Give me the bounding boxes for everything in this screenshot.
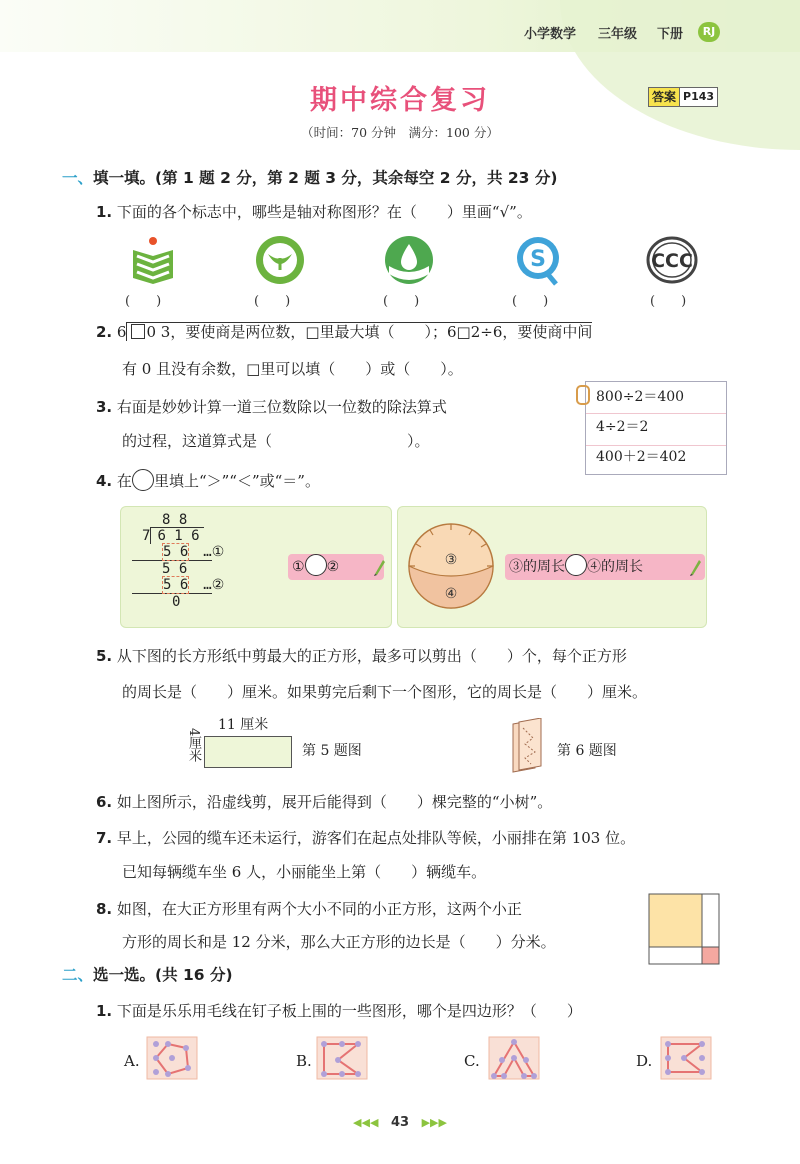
calc-line-2: 4÷2＝2 <box>596 419 649 435</box>
long-division <box>132 512 224 610</box>
q1-5-line1 <box>96 646 627 666</box>
q1-5-line2: 的周长是（ ）厘米。如果剪完后剩下一个图形，它的周长是（ ）厘米。 <box>122 683 648 701</box>
division-remainder: 0 <box>132 593 212 610</box>
option-d-pegboard[interactable] <box>660 1036 712 1080</box>
subtitle: （时间：70 分钟 满分：100 分） <box>301 125 499 140</box>
q1-blank-2[interactable]: ( ) <box>254 294 291 309</box>
option-a-pegboard[interactable] <box>146 1036 198 1080</box>
answer-tag <box>648 87 718 107</box>
water-drop-logo-icon <box>383 234 435 286</box>
section2-title: 选一选。(共 16 分) <box>93 966 233 984</box>
division-dividend: 6 1 6 <box>150 527 203 544</box>
q2-1-text: 下面是乐乐用毛线在钉子板上围的一些图形，哪个是四边形？（ ） <box>116 1002 582 1020</box>
q1-2-box[interactable] <box>131 324 145 339</box>
q1-6-number: 6. <box>96 793 113 811</box>
division-mark-2: …② <box>203 577 225 593</box>
compare-pill-2 <box>505 554 705 580</box>
pencil-icon <box>688 556 702 576</box>
pill2-right: ④的周长 <box>587 559 643 575</box>
option-b-label[interactable]: B. <box>296 1052 312 1070</box>
q1-8-line2: 方形的周长和是 12 分米，那么大正方形的边长是（ ）分米。 <box>122 933 556 951</box>
q1-6-text: 如上图所示，沿虚线剪，展开后能得到（ ）棵完整的“小树”。 <box>116 793 553 811</box>
left-arrows-icon: ◀◀◀ <box>353 1116 379 1129</box>
svg-text:CCC: CCC <box>651 250 693 272</box>
section1-heading <box>62 166 557 188</box>
division-step-2: 5 6 <box>132 560 212 577</box>
rectangle-paper <box>204 736 292 768</box>
q1-2-line2: 有 0 且没有余数，□里可以填（ ）或（ ）。 <box>122 360 463 378</box>
q1-1-text: 下面的各个标志中，哪些是轴对称图形？在（ ）里画“√”。 <box>116 203 532 221</box>
header-term: 下册 <box>657 27 684 42</box>
quality-s-logo-icon <box>512 234 564 286</box>
q1-1-number: 1. <box>96 203 113 221</box>
pill2-circle-blank[interactable] <box>565 554 587 576</box>
q1-7-line1-text: 早上，公园的缆车还未运行，游客们在起点处排队等候，小丽排在第 103 位。 <box>116 829 636 847</box>
green-food-logo-icon <box>254 234 306 286</box>
q1-2-number: 2. <box>96 323 113 341</box>
svg-text:S: S <box>530 247 546 272</box>
q1-blank-3[interactable]: ( ) <box>383 294 420 309</box>
option-a-label[interactable]: A. <box>124 1052 140 1070</box>
answer-label: 答案 <box>652 90 677 104</box>
calc-line-3: 400＋2＝402 <box>596 449 687 465</box>
answer-page: P143 <box>679 88 717 106</box>
q1-2-divisor: 6 <box>116 323 127 341</box>
edition-badge: RJ <box>698 22 720 42</box>
q1-2-line1-text: 0 3，要使商是两位数，□里最大填（ ）；6□2÷6，要使商中间 <box>146 323 593 341</box>
q1-4-text-b: 里填上“＞”“＜”或“＝”。 <box>153 472 320 490</box>
pencil-icon <box>372 556 386 576</box>
option-d-label[interactable]: D. <box>636 1052 653 1070</box>
q1-2-line1 <box>96 322 592 342</box>
q1-3-number: 3. <box>96 398 113 416</box>
header-grade: 三年级 <box>598 27 638 42</box>
calc-line-1: 800÷2＝400 <box>596 389 685 405</box>
q1-5-line1-text: 从下图的长方形纸中剪最大的正方形，最多可以剪出（ ）个，每个正方形 <box>116 647 627 665</box>
q1-1 <box>96 202 532 222</box>
folded-paper-figure <box>505 718 551 774</box>
option-b-pegboard[interactable] <box>316 1036 368 1080</box>
rect-width-label: 11 厘米 <box>218 717 269 733</box>
q1-3-line1-text: 右面是妙妙计算一道三位数除以一位数的除法算式 <box>116 398 447 416</box>
header-subject: 小学数学 <box>524 27 577 42</box>
q1-blank-5[interactable]: ( ) <box>650 294 687 309</box>
q1-5-number: 5. <box>96 647 113 665</box>
circle-label-3: ③ <box>444 552 458 568</box>
division-quotient: 8 8 <box>162 512 188 528</box>
q1-blank-1[interactable]: ( ) <box>125 294 162 309</box>
page-number: 43 <box>390 1115 410 1130</box>
pill1-left: ① <box>292 559 305 575</box>
q1-3-line2: 的过程，这道算式是（ ）。 <box>122 432 430 450</box>
pill1-right: ② <box>326 559 340 575</box>
page-footer <box>0 1115 800 1130</box>
q2-1-number: 1. <box>96 1002 113 1020</box>
division-step-1: 5 6 <box>163 544 189 560</box>
division-mark-1: …① <box>203 544 225 560</box>
q1-4-text-a: 在 <box>116 472 132 490</box>
q1-7-line1 <box>96 828 635 848</box>
division-divisor: 7 <box>142 528 151 544</box>
nested-squares-figure <box>648 893 720 965</box>
q1-4-number: 4. <box>96 472 113 490</box>
q2-1 <box>96 1001 582 1021</box>
rect-height-label: 4厘米 <box>186 728 201 763</box>
section1-number: 一、 <box>62 169 94 187</box>
q1-7-line2: 已知每辆缆车坐 6 人，小丽能坐上第（ ）辆缆车。 <box>122 863 487 881</box>
right-arrows-icon: ▶▶▶ <box>421 1116 447 1129</box>
book-leaf-logo-icon <box>127 234 179 286</box>
section1-title: 填一填。(第 1 题 2 分，第 2 题 3 分，其余每空 2 分，共 23 分) <box>93 169 558 187</box>
fig5-caption: 第 5 题图 <box>302 743 362 759</box>
q1-3-line1 <box>96 397 447 417</box>
q1-8-number: 8. <box>96 900 113 918</box>
q1-6 <box>96 792 552 812</box>
page-title: 期中综合复习 <box>310 85 490 116</box>
fig6-caption: 第 6 题图 <box>557 743 617 759</box>
q1-4-circle-symbol <box>132 469 154 491</box>
calc-card <box>585 381 727 475</box>
q1-7-number: 7. <box>96 829 113 847</box>
q1-blank-4[interactable]: ( ) <box>512 294 549 309</box>
circle-figure <box>406 516 496 616</box>
ccc-logo-icon <box>646 234 698 286</box>
pill2-left: ③的周长 <box>509 559 565 575</box>
option-c-label[interactable]: C. <box>464 1052 480 1070</box>
option-c-pegboard[interactable] <box>488 1036 540 1080</box>
circle-label-4: ④ <box>444 586 458 602</box>
q1-8-line1-text: 如图，在大正方形里有两个大小不同的小正方形，这两个小正 <box>116 900 522 918</box>
q1-4 <box>96 469 320 491</box>
section2-heading <box>62 963 233 985</box>
division-step-3: 5 6 <box>163 577 189 593</box>
section2-number: 二、 <box>62 966 94 984</box>
pill1-circle-blank[interactable] <box>305 554 327 576</box>
q1-8-line1 <box>96 899 522 919</box>
compare-pill-1 <box>288 554 384 580</box>
paper-clip-icon <box>576 385 590 405</box>
